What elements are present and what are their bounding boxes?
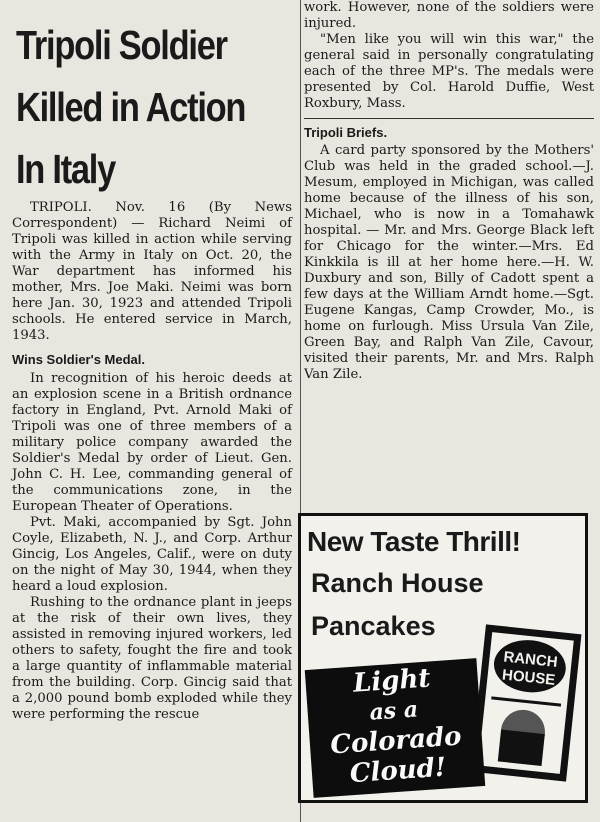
continuation-paragraph: work. However, none of the soldiers were injured. [304, 0, 594, 31]
svg-text:RANCH: RANCH [502, 648, 559, 672]
ad-headline: New Taste Thrill! [307, 526, 521, 557]
briefs-body [304, 143, 594, 383]
headline-line-3: In Italy [16, 146, 116, 192]
article-paragraph: Rushing to the ordnance plant in jeeps at the risk of their own lives, they assisted in removing injured workers, led others to safety, fought the fire and took a large quantity of inflammable material from the building. Corp. Gincig said that a 2,000 pound bomb exploded while they were performing the rescue [12, 595, 292, 722]
ad-product: Pancakes [311, 611, 436, 641]
ad-brand: Ranch House [311, 568, 484, 598]
ad-slogan-line: Colorado [329, 721, 463, 761]
pancake-advertisement [298, 513, 588, 803]
ad-slogan-line: Light [352, 663, 432, 699]
headline-line-1: Tripoli Soldier [16, 22, 227, 68]
article-paragraph: Pvt. Maki, accompanied by Sgt. John Coyle, Elizabeth, N. J., and Corp. Arthur Gincig, Los Angeles, Calif., were on duty on the night of May 30, 1944, when they heard a loud explosion. [12, 515, 292, 594]
article-continuation [304, 0, 594, 112]
article-body [12, 200, 292, 723]
article-paragraph: In recognition of his heroic deeds at an explosion scene in a British ordnance factory in England, Pvt. Arnold Maki of Tripoli was one of three members of a military police company awarded the Soldier's Medal by order of Lieut. Gen. John C. H. Lee, commanding general of the communications zone, in the European Theater of Operations. [12, 371, 292, 514]
ad-slogan-block [305, 658, 486, 798]
article-headline [16, 14, 255, 200]
briefs-heading: Tripoli Briefs. [304, 125, 388, 140]
quote-paragraph: "Men like you will win this war," the general said in personally congratulating each of the three MP's. The medals were presented by Col. Harold Duffie, West Roxbury, Mass. [304, 32, 594, 111]
ad-slogan-line: as a [368, 696, 419, 726]
svg-text:HOUSE: HOUSE [501, 666, 557, 689]
headline-line-2: Killed in Action [16, 84, 246, 130]
column-divider [304, 118, 594, 119]
ad-slogan-line: Cloud! [348, 752, 448, 790]
article-lead-paragraph: TRIPOLI. Nov. 16 (By News Correspondent) — Richard Neimi of Tripoli was killed in action while serving with the Army in Italy on Oct. 20, the War department has informed his mother, Mrs. Joe Maki. Neimi was born here Jan. 30, 1923 and attended Tripoli schools. He entered service in March, 1943. [12, 200, 292, 343]
briefs-paragraph: A card party sponsored by the Mothers' Club was held in the graded school.—J. Mesum, employed in Michigan, was called home because of the illness of his son, Michael, who is now in a Tomahawk hospital. — Mr. and Mrs. George Black left for Chicago for the winter.—Mrs. Ed Kinkkila is ill at her home here.—H. W. Duxbury and son, Billy of Cadott spent a few days at the William Arndt home.—Sgt. Eugene Kangas, Camp Crowder, Mo., is home on furlough. Miss Ursula Van Zile, Green Bay, and Ralph Van Zile, Cavour, visited their parents, Mr. and Mrs. Ralph Van Zile. [304, 143, 594, 382]
pancake-box-illustration [469, 623, 582, 782]
article-subhead: Wins Soldier's Medal. [12, 352, 146, 367]
